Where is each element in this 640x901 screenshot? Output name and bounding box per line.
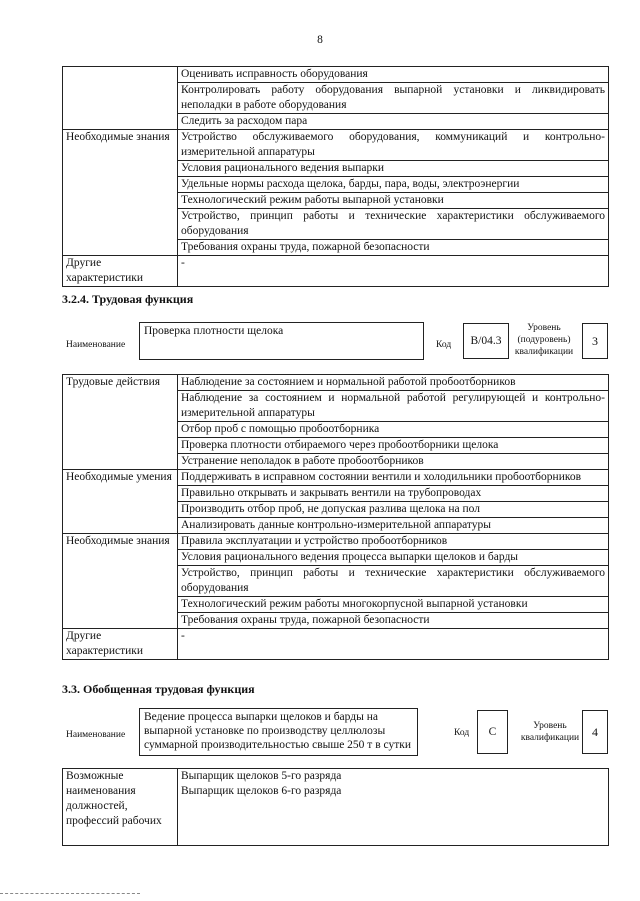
positions-label: Возможные наименования должностей, профессий рабочих — [63, 769, 178, 846]
table-cell: Требования охраны труда, пожарной безопасности — [178, 613, 609, 629]
table-cell: Устранение неполадок в работе пробоотборников — [178, 454, 609, 470]
name-value: Ведение процесса выпарки щелоков и барды на выпарной установке по производству целлюлозы суммарной производительностью свыше 250 т в сутки — [139, 708, 418, 756]
code-value: C — [477, 710, 508, 754]
skills-label-empty — [63, 67, 178, 130]
table-324 — [62, 374, 609, 660]
list-item: Выпарщик щелоков 6-го разряда — [181, 785, 342, 797]
table-cell: Отбор проб с помощью пробоотборника — [178, 422, 609, 438]
positions-list — [178, 769, 609, 846]
level-value: 4 — [582, 710, 608, 754]
footer-divider — [0, 893, 140, 894]
table-cell: - — [178, 629, 609, 660]
table-cell: Проверка плотности отбираемого через пробоотборники щелока — [178, 438, 609, 454]
table-cell: Анализировать данные контрольно-измерительной аппаратуры — [178, 518, 609, 534]
table-cell: Производить отбор проб, не допуская разлива щелока на пол — [178, 502, 609, 518]
section-title-33: 3.3. Обобщенная трудовая функция — [62, 682, 255, 696]
knowledge-label: Необходимые знания — [63, 534, 178, 629]
section-title-324: 3.2.4. Трудовая функция — [62, 292, 194, 306]
level-label: Уровень квалификации — [520, 721, 580, 743]
other-label: Другие характеристики — [63, 629, 178, 660]
table-cell: - — [178, 256, 609, 287]
name-value: Проверка плотности щелока — [139, 322, 424, 360]
table-cell: Удельные нормы расхода щелока, барды, пара, воды, электроэнергии — [178, 177, 609, 193]
table-cell: Устройство обслуживаемого оборудования, коммуникаций и контрольно-измерительной аппаратуры — [178, 130, 609, 161]
table-33 — [62, 768, 609, 846]
level-label: Уровень (подуровень) квалификации — [514, 323, 574, 357]
table-cell: Поддерживать в исправном состоянии вентили и холодильники пробоотборников — [178, 470, 609, 486]
table-cell: Следить за расходом пара — [178, 114, 609, 130]
table-cell: Правильно открывать и закрывать вентили на трубопроводах — [178, 486, 609, 502]
table-cell: Устройство, принцип работы и технические характеристики обслуживаемого оборудования — [178, 209, 609, 240]
name-row-324 — [62, 322, 610, 362]
code-label: Код — [454, 728, 470, 738]
other-label: Другие характеристики — [63, 256, 178, 287]
actions-label: Трудовые действия — [63, 375, 178, 470]
level-value: 3 — [582, 323, 608, 359]
page-number: 8 — [317, 34, 323, 46]
code-label: Код — [436, 340, 452, 350]
knowledge-label: Необходимые знания — [63, 130, 178, 256]
table-cell: Наблюдение за состоянием и нормальной работой регулирующей и контрольно-измерительной аппаратуры — [178, 391, 609, 422]
table-cell: Требования охраны труда, пожарной безопасности — [178, 240, 609, 256]
name-label: Наименование — [66, 730, 126, 740]
code-value: B/04.3 — [463, 323, 509, 359]
table-cell: Технологический режим работы многокорпусной выпарной установки — [178, 597, 609, 613]
list-item: Выпарщик щелоков 5-го разряда — [181, 770, 342, 782]
name-label: Наименование — [66, 340, 126, 350]
table-cell: Оценивать исправность оборудования — [178, 67, 609, 83]
table-cell: Наблюдение за состоянием и нормальной работой пробоотборников — [178, 375, 609, 391]
table-cell: Контролировать работу оборудования выпарной установки и ликвидировать неполадки в работе оборудования — [178, 83, 609, 114]
table-cell: Условия рационального ведения процесса выпарки щелоков и барды — [178, 550, 609, 566]
table-cell: Условия рационального ведения выпарки — [178, 161, 609, 177]
table-cell: Устройство, принцип работы и технические характеристики обслуживаемого оборудования — [178, 566, 609, 597]
table-cell: Правила эксплуатации и устройство пробоотборников — [178, 534, 609, 550]
top-table — [62, 66, 609, 287]
table-cell: Технологический режим работы выпарной установки — [178, 193, 609, 209]
skills-label: Необходимые умения — [63, 470, 178, 534]
name-row-33 — [62, 708, 610, 758]
